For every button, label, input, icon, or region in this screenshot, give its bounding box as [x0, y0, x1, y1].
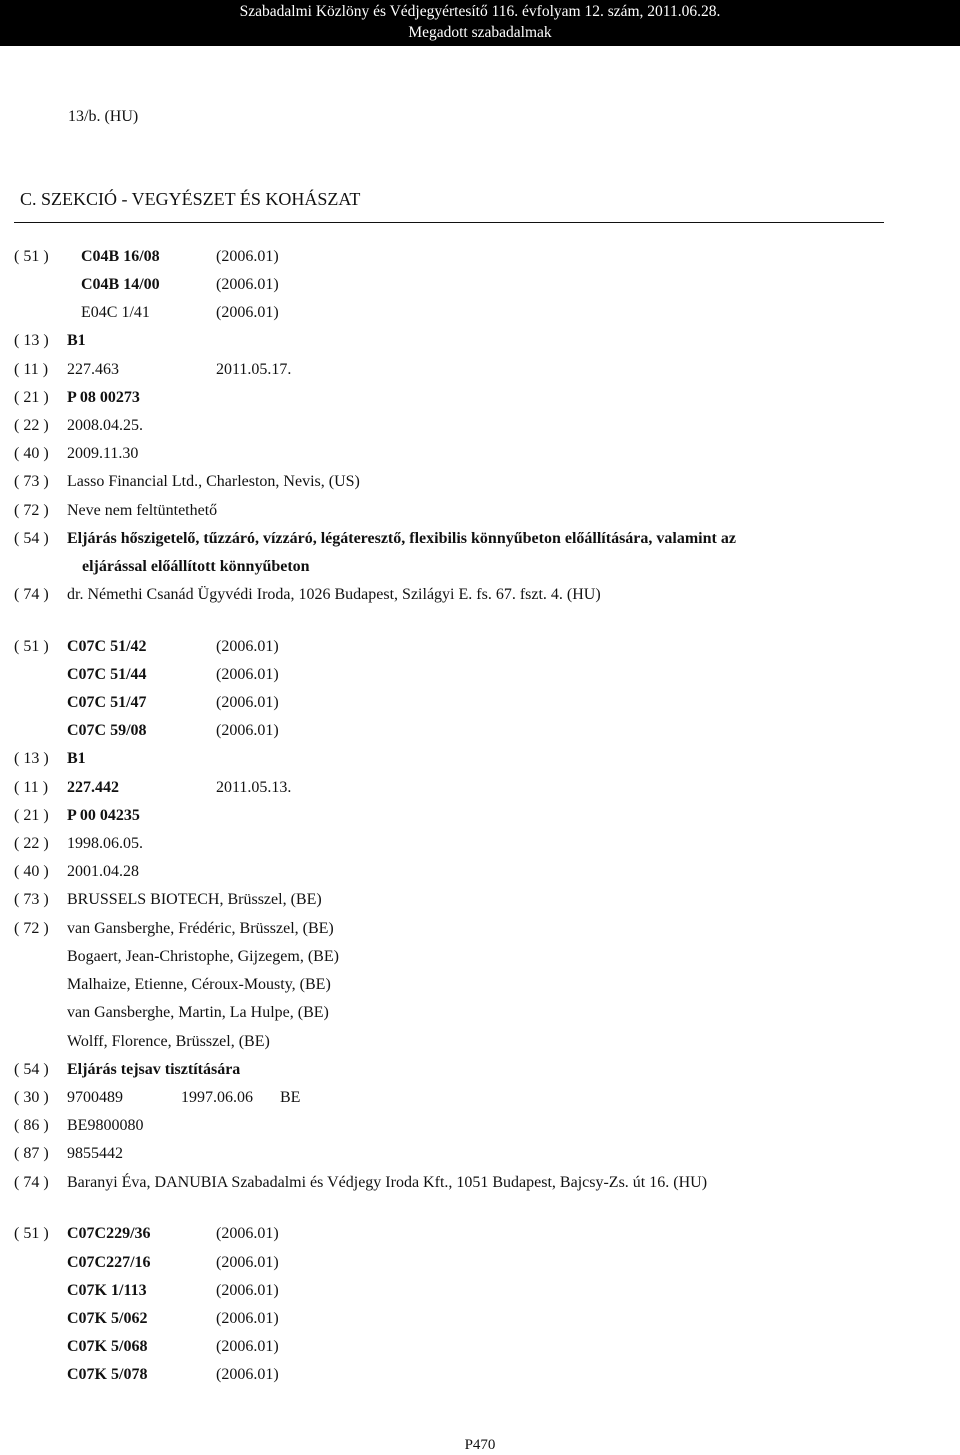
ipc-code: C07K 1/113: [67, 1282, 147, 1299]
filing-date: 1998.06.05.: [67, 835, 143, 852]
journal-title: Szabadalmi Közlöny és Védjegyértesítő 116. évfolyam 12. szám, 2011.06.28.: [239, 3, 721, 20]
ipc-code: C07C 51/47: [67, 694, 147, 711]
patent-number: 227.442: [67, 779, 119, 796]
ipc-version: (2006.01): [216, 1254, 279, 1271]
inventor: Malhaize, Etienne, Céroux-Mousty, (BE): [67, 976, 331, 993]
ipc-code: C07C 51/44: [67, 666, 147, 683]
ipc-version: (2006.01): [216, 1366, 279, 1383]
ipc-version: (2006.01): [216, 1282, 279, 1299]
field-label-22: ( 22 ): [14, 417, 49, 434]
document-kind: B1: [67, 332, 86, 349]
field-label-40: ( 40 ): [14, 445, 49, 462]
inventor: Bogaert, Jean-Christophe, Gijzegem, (BE): [67, 948, 339, 965]
ipc-version: (2006.01): [216, 1225, 279, 1242]
inventor: van Gansberghe, Martin, La Hulpe, (BE): [67, 1004, 329, 1021]
inventor: van Gansberghe, Frédéric, Brüsszel, (BE): [67, 920, 334, 937]
field-label-86: ( 86 ): [14, 1117, 49, 1134]
field-label-74: ( 74 ): [14, 1174, 49, 1191]
field-label-74: ( 74 ): [14, 586, 49, 603]
field-label-40: ( 40 ): [14, 863, 49, 880]
ipc-code: C07C229/36: [67, 1225, 151, 1242]
ipc-version: (2006.01): [216, 694, 279, 711]
representative: dr. Némethi Csanád Ügyvédi Iroda, 1026 Budapest, Szilágyi E. fs. 67. fszt. 4. (HU): [67, 586, 601, 603]
ipc-version: (2006.01): [216, 276, 279, 293]
ipc-version: (2006.01): [216, 1310, 279, 1327]
document-kind: B1: [67, 750, 86, 767]
ipc-version: (2006.01): [216, 722, 279, 739]
field-label-73: ( 73 ): [14, 891, 49, 908]
ipc-version: (2006.01): [216, 1338, 279, 1355]
field-label-51: ( 51 ): [14, 638, 49, 655]
section-divider: [14, 222, 884, 223]
ipc-code: C07K 5/062: [67, 1310, 148, 1327]
field-label-22: ( 22 ): [14, 835, 49, 852]
ipc-code: C07C 59/08: [67, 722, 147, 739]
field-label-51: ( 51 ): [14, 248, 49, 265]
page-reference: 13/b. (HU): [68, 108, 139, 125]
priority-date: 1997.06.06: [181, 1089, 253, 1106]
ipc-code: C07K 5/078: [67, 1366, 148, 1383]
representative: Baranyi Éva, DANUBIA Szabadalmi és Védjegy Iroda Kft., 1051 Budapest, Bajcsy-Zs. út 16. (HU): [67, 1174, 708, 1191]
application-number: P 00 04235: [67, 807, 140, 824]
field-label-54: ( 54 ): [14, 530, 49, 547]
publication-date: 2009.11.30: [67, 445, 139, 462]
ipc-code: C04B 14/00: [81, 276, 160, 293]
ipc-code: C07K 5/068: [67, 1338, 148, 1355]
field-label-11: ( 11 ): [14, 361, 49, 378]
field-label-13: ( 13 ): [14, 332, 49, 349]
proprietor: Lasso Financial Ltd., Charleston, Nevis, (US): [67, 473, 360, 490]
grant-date: 2011.05.13.: [216, 779, 292, 796]
field-label-13: ( 13 ): [14, 750, 49, 767]
inventor: Neve nem feltüntethető: [67, 502, 218, 519]
ipc-code: E04C 1/41: [81, 304, 150, 321]
ipc-version: (2006.01): [216, 666, 279, 683]
ipc-code: C04B 16/08: [81, 248, 160, 265]
field-label-72: ( 72 ): [14, 502, 49, 519]
ipc-code: C07C 51/42: [67, 638, 147, 655]
publication-date: 2001.04.28: [67, 863, 139, 880]
grant-date: 2011.05.17.: [216, 361, 292, 378]
ipc-version: (2006.01): [216, 304, 279, 321]
pct-application: BE9800080: [67, 1117, 144, 1134]
invention-title: Eljárás hőszigetelő, tűzzáró, vízzáró, légáteresztő, flexibilis könnyűbeton előállítására, valamint az: [67, 530, 736, 547]
section-title: C. SZEKCIÓ - VEGYÉSZET ÉS KOHÁSZAT: [20, 189, 361, 209]
journal-header: [0, 0, 960, 46]
field-label-51: ( 51 ): [14, 1225, 49, 1242]
field-label-21: ( 21 ): [14, 807, 49, 824]
patent-number: 227.463: [67, 361, 119, 378]
ipc-code: C07C227/16: [67, 1254, 151, 1271]
ipc-version: (2006.01): [216, 638, 279, 655]
field-label-21: ( 21 ): [14, 389, 49, 406]
field-label-73: ( 73 ): [14, 473, 49, 490]
proprietor: BRUSSELS BIOTECH, Brüsszel, (BE): [67, 891, 322, 908]
field-label-11: ( 11 ): [14, 779, 49, 796]
page-number: P470: [464, 1437, 496, 1453]
filing-date: 2008.04.25.: [67, 417, 143, 434]
application-number: P 08 00273: [67, 389, 140, 406]
ipc-version: (2006.01): [216, 248, 279, 265]
field-label-87: ( 87 ): [14, 1145, 49, 1162]
field-label-72: ( 72 ): [14, 920, 49, 937]
inventor: Wolff, Florence, Brüsszel, (BE): [67, 1033, 270, 1050]
field-label-54: ( 54 ): [14, 1061, 49, 1078]
pct-publication: 9855442: [67, 1145, 123, 1162]
priority-number: 9700489: [67, 1089, 123, 1106]
journal-section: Megadott szabadalmak: [408, 24, 552, 41]
field-label-30: ( 30 ): [14, 1089, 49, 1106]
invention-title: Eljárás tejsav tisztítására: [67, 1061, 241, 1078]
priority-country: BE: [280, 1089, 301, 1106]
invention-title-continued: eljárással előállított könnyűbeton: [82, 558, 310, 575]
